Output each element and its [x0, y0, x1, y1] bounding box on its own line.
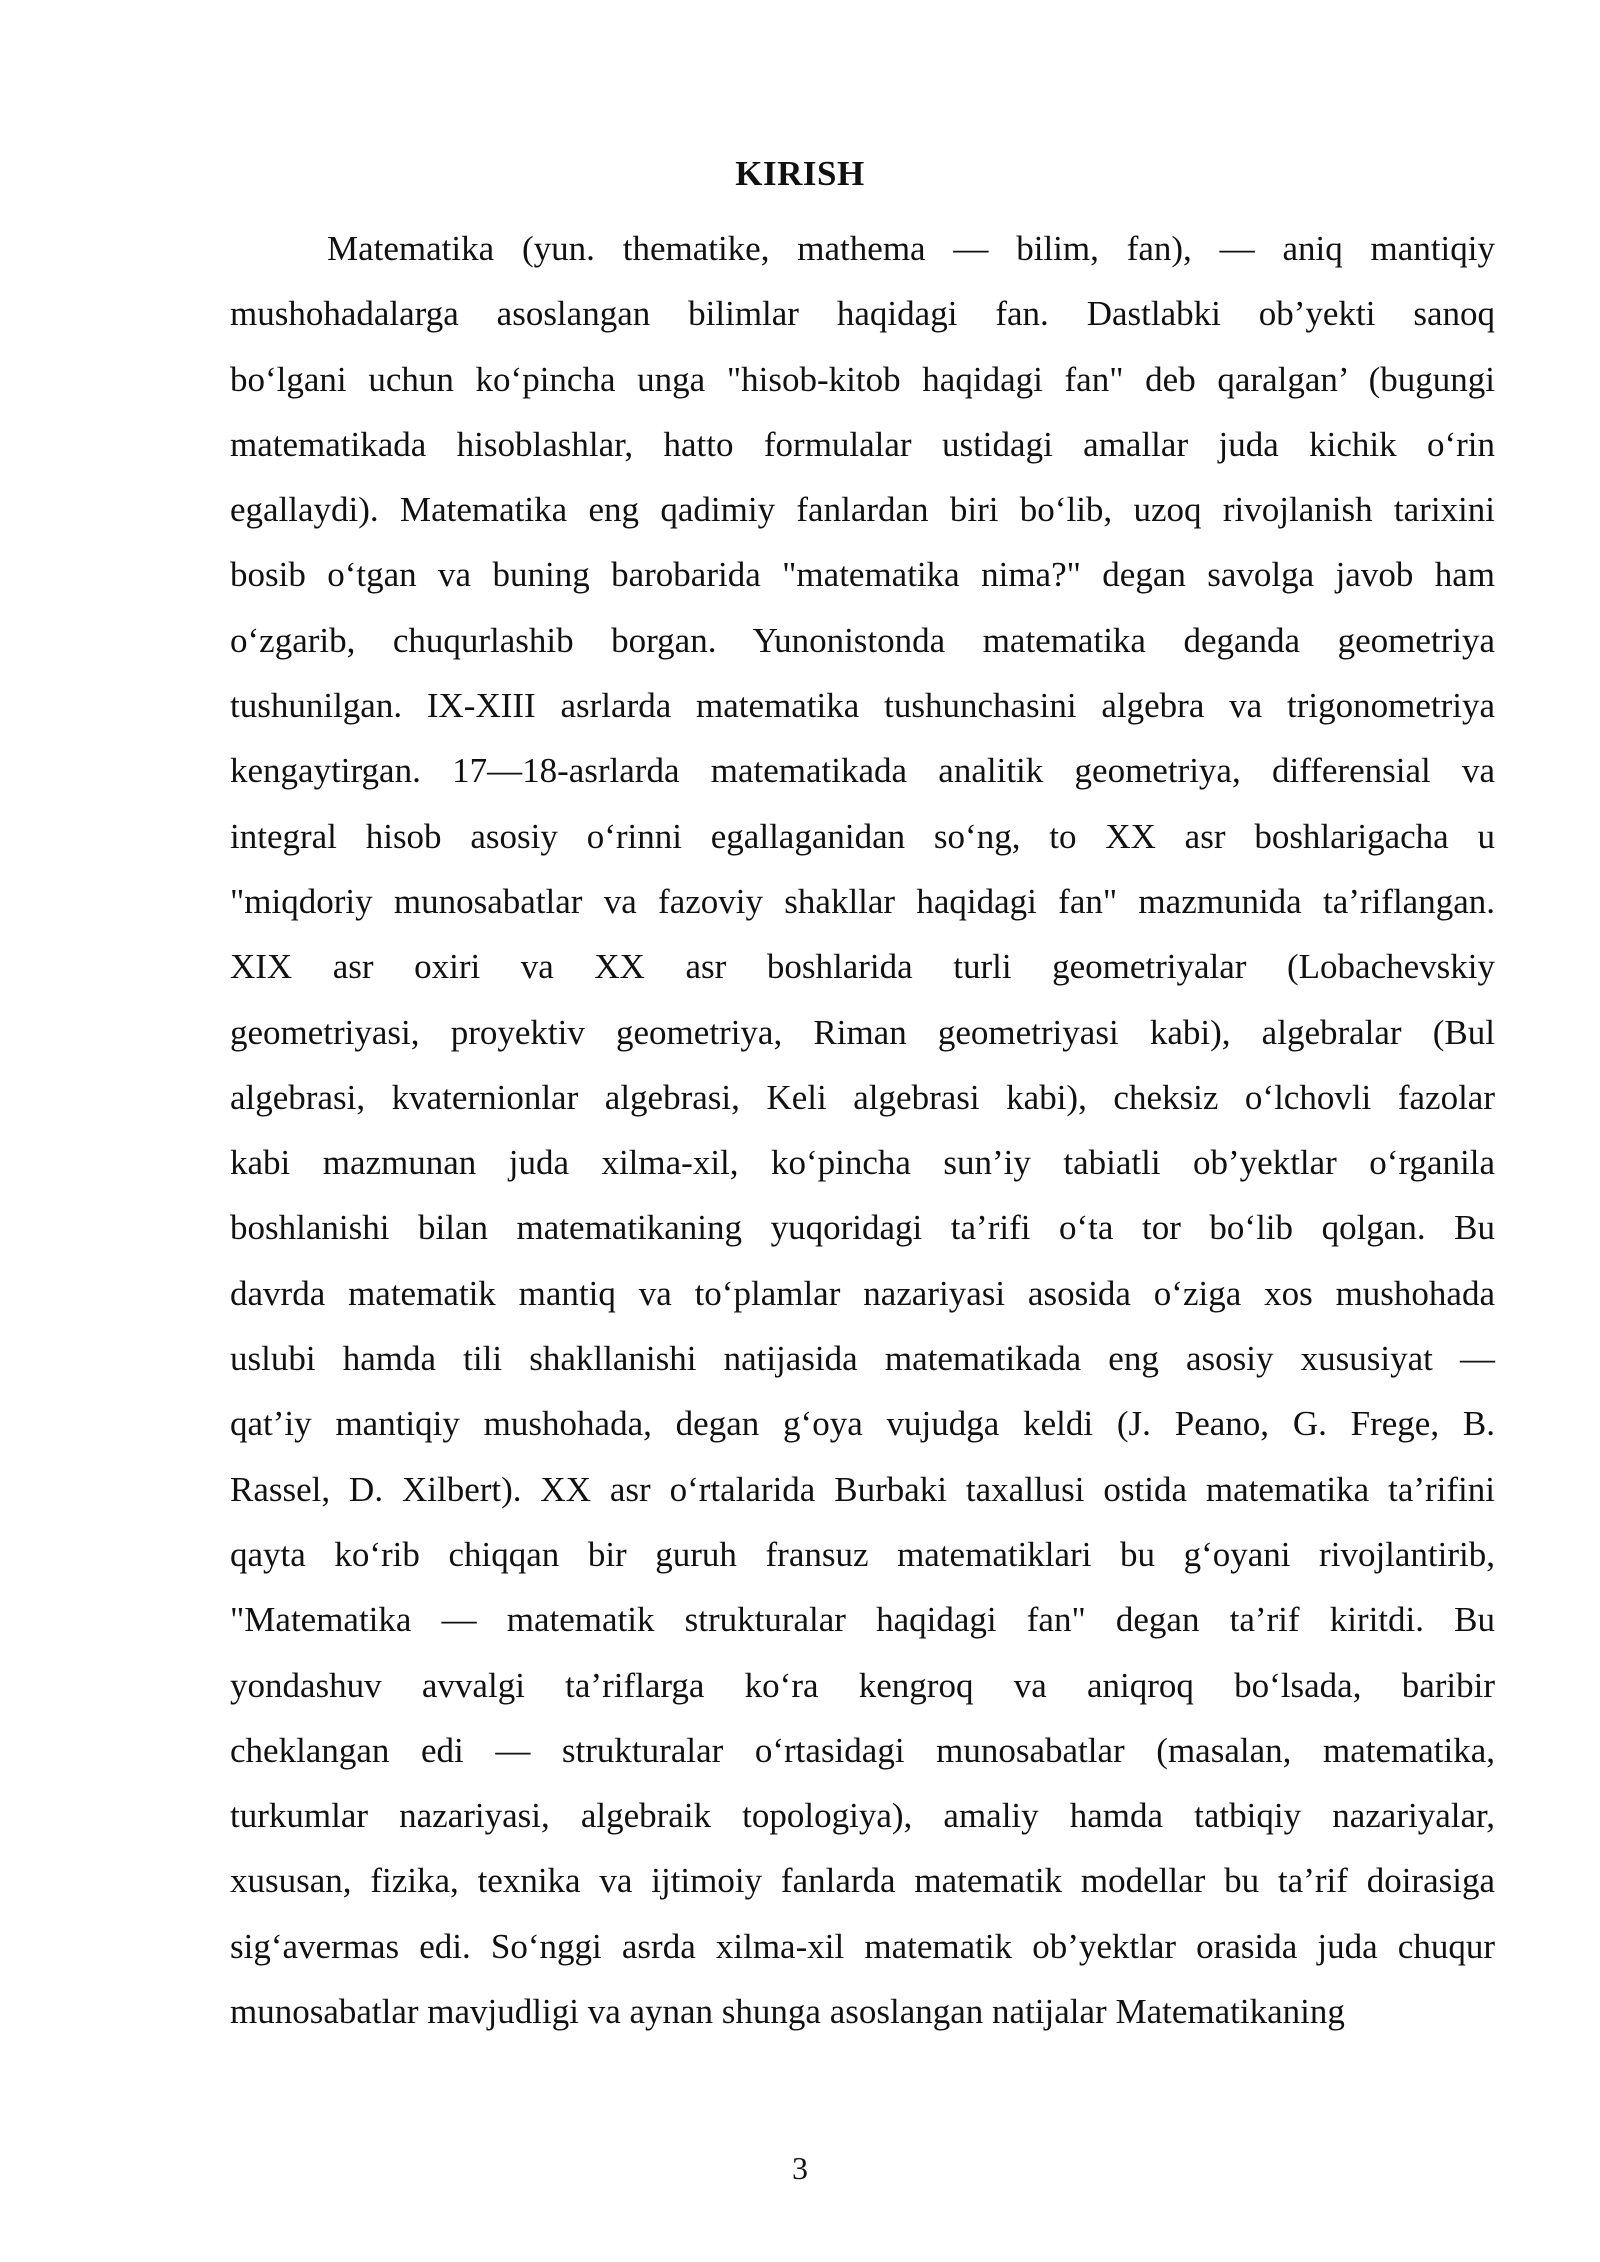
text-line: egallaydi). Matematika eng qadimiy fanlardan biri bo‘lib, uzoq rivojlanish tarixini — [230, 490, 1495, 530]
text-line: XIX asr oxiri va XX asr boshlarida turli geometriyalar (Lobachevskiy — [230, 947, 1495, 987]
text-line: Matematika (yun. thematike, mathema — bilim, fan), — aniq mantiqiy — [327, 229, 1495, 268]
text-line: matematikada hisoblashlar, hatto formulalar ustidagi amallar juda kichik o‘rin — [230, 424, 1495, 464]
text-line: bosib o‘tgan va buning barobarida "matematika nima?" degan savolga javob ham — [230, 555, 1495, 595]
text-line: Rassel, D. Xilbert). XX asr o‘rtalarida Burbaki taxallusi ostida matematika ta’rifini — [230, 1469, 1495, 1509]
text-line: boshlanishi bilan matematikaning yuqoridagi ta’rifi o‘ta tor bo‘lib qolgan. Bu — [230, 1208, 1495, 1248]
text-line: integral hisob asosiy o‘rinni egallaganidan so‘ng, to XX asr boshlarigacha u — [230, 816, 1495, 856]
text-line: munosabatlar mavjudligi va aynan shunga asoslangan natijalar Matematikaning — [230, 1992, 1345, 2032]
text-line: algebrasi, kvaternionlar algebrasi, Keli algebrasi kabi), cheksiz o‘lchovli fazolar — [230, 1077, 1495, 1117]
text-line: o‘zgarib, chuqurlashib borgan. Yunonistonda matematika deganda geometriya — [230, 620, 1495, 660]
text-line: sig‘avermas edi. So‘nggi asrda xilma-xil matematik ob’yektlar orasida juda chuqur — [230, 1926, 1495, 1966]
text-line: xususan, fizika, texnika va ijtimoiy fanlarda matematik modellar bu ta’rif doirasiga — [230, 1861, 1495, 1901]
body-paragraph — [230, 216, 1495, 2044]
page-title: KIRISH — [735, 154, 865, 193]
text-line: qayta ko‘rib chiqqan bir guruh fransuz matematiklari bu g‘oyani rivojlantirib, — [230, 1534, 1495, 1574]
text-line: geometriyasi, proyektiv geometriya, Riman geometriyasi kabi), algebralar (Bul — [230, 1012, 1495, 1052]
text-line: uslubi hamda tili shakllanishi natijasida matematikada eng asosiy xususiyat — — [230, 1339, 1495, 1379]
text-line: qat’iy mantiqiy mushohada, degan g‘oya vujudga keldi (J. Peano, G. Frege, B. — [230, 1404, 1495, 1444]
text-line: kabi mazmunan juda xilma-xil, ko‘pincha sun’iy tabiatli ob’yektlar o‘rganila — [230, 1143, 1495, 1183]
text-line: tushunilgan. IX-XIII asrlarda matematika tushunchasini algebra va trigonometriya — [230, 686, 1495, 726]
text-line: kengaytirgan. 17—18-asrlarda matematikada analitik geometriya, differensial va — [230, 751, 1495, 791]
text-line: "miqdoriy munosabatlar va fazoviy shakllar haqidagi fan" mazmunida ta’riflangan. — [230, 881, 1495, 921]
text-line: mushohadalarga asoslangan bilimlar haqidagi fan. Dastlabki ob’yekti sanoq — [230, 294, 1495, 334]
text-line: turkumlar nazariyasi, algebraik topologiya), amaliy hamda tatbiqiy nazariyalar, — [230, 1796, 1495, 1836]
text-line: bo‘lgani uchun ko‘pincha unga "hisob-kitob haqidagi fan" deb qaralgan’ (bugungi — [230, 359, 1495, 399]
text-line: cheklangan edi — strukturalar o‘rtasidagi munosabatlar (masalan, matematika, — [230, 1730, 1495, 1770]
text-line: "Matematika — matematik strukturalar haqidagi fan" degan ta’rif kiritdi. Bu — [230, 1600, 1495, 1640]
text-line: yondashuv avvalgi ta’riflarga ko‘ra kengroq va aniqroq bo‘lsada, baribir — [230, 1665, 1495, 1705]
page-number: 3 — [792, 2150, 808, 2186]
text-line: davrda matematik mantiq va to‘plamlar nazariyasi asosida o‘ziga xos mushohada — [230, 1273, 1495, 1313]
